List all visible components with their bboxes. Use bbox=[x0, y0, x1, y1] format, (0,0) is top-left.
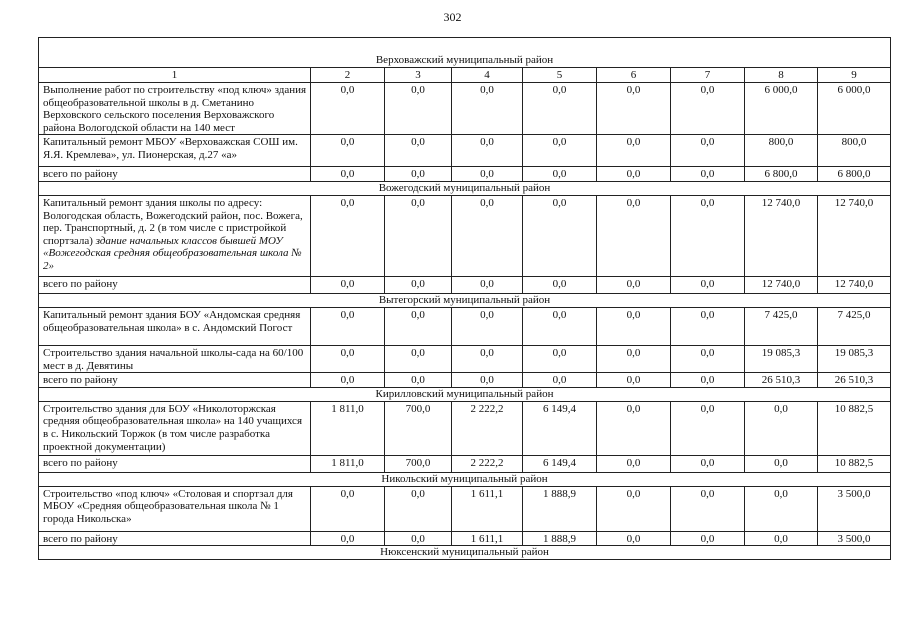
value-cell: 0,0 bbox=[523, 83, 597, 135]
value-cell: 0,0 bbox=[311, 83, 385, 135]
column-number: 7 bbox=[671, 68, 745, 83]
district-header-row bbox=[39, 546, 891, 560]
project-name-cell bbox=[39, 486, 311, 531]
table-row bbox=[39, 401, 891, 455]
total-value-cell: 1 611,1 bbox=[452, 531, 523, 546]
value-cell: 0,0 bbox=[452, 195, 523, 276]
column-number: 4 bbox=[452, 68, 523, 83]
value-cell: 0,0 bbox=[597, 345, 671, 372]
total-label: всего по району bbox=[39, 276, 311, 293]
column-number: 3 bbox=[385, 68, 452, 83]
value-cell: 0,0 bbox=[311, 135, 385, 167]
total-value-cell: 6 800,0 bbox=[818, 167, 891, 182]
total-value-cell: 0,0 bbox=[385, 373, 452, 388]
total-label: всего по району bbox=[39, 531, 311, 546]
district-name: Никольский муниципальный район bbox=[39, 472, 891, 486]
table-row bbox=[39, 195, 891, 276]
value-cell: 0,0 bbox=[671, 486, 745, 531]
district-total-row bbox=[39, 455, 891, 472]
district-header-row bbox=[39, 387, 891, 401]
value-cell: 0,0 bbox=[385, 307, 452, 345]
total-value-cell: 0,0 bbox=[597, 531, 671, 546]
total-value-cell: 0,0 bbox=[523, 373, 597, 388]
total-value-cell: 0,0 bbox=[745, 455, 818, 472]
page-number: 302 bbox=[443, 10, 462, 24]
total-value-cell: 0,0 bbox=[311, 531, 385, 546]
table-row bbox=[39, 135, 891, 167]
value-cell: 0,0 bbox=[597, 401, 671, 455]
value-cell: 0,0 bbox=[385, 486, 452, 531]
project-name: Строительство здания начальной школы-сада на 60/100 мест в д. Девятины bbox=[43, 346, 304, 372]
value-cell: 0,0 bbox=[452, 345, 523, 372]
value-cell: 0,0 bbox=[311, 486, 385, 531]
project-name: Капитальный ремонт здания школы по адресу: Вологодская область, Вожегодский район, пос. Вожега, пер. Транспортный, д. 2 (в том числе с пристройкой спортзала) bbox=[43, 196, 303, 247]
value-cell: 1 611,1 bbox=[452, 486, 523, 531]
total-value-cell: 0,0 bbox=[597, 373, 671, 388]
value-cell: 0,0 bbox=[671, 345, 745, 372]
total-value-cell: 2 222,2 bbox=[452, 455, 523, 472]
value-cell: 0,0 bbox=[671, 135, 745, 167]
value-cell: 10 882,5 bbox=[818, 401, 891, 455]
total-value-cell: 12 740,0 bbox=[745, 276, 818, 293]
value-cell: 0,0 bbox=[311, 345, 385, 372]
value-cell: 0,0 bbox=[597, 195, 671, 276]
project-name: Выполнение работ по строительству «под ключ» здания общеобразовательной школы в д. Сметанино Верховского сельского поселения Верховажского района Вологодской области на 140 мест bbox=[43, 84, 307, 134]
total-value-cell: 0,0 bbox=[385, 531, 452, 546]
project-name-cell bbox=[39, 307, 311, 345]
value-cell: 0,0 bbox=[671, 307, 745, 345]
value-cell: 0,0 bbox=[597, 83, 671, 135]
value-cell: 800,0 bbox=[745, 135, 818, 167]
value-cell: 6 000,0 bbox=[745, 83, 818, 135]
total-value-cell: 0,0 bbox=[671, 276, 745, 293]
district-name: Вожегодский муниципальный район bbox=[39, 181, 891, 195]
total-value-cell: 0,0 bbox=[597, 455, 671, 472]
value-cell: 0,0 bbox=[597, 486, 671, 531]
value-cell: 0,0 bbox=[671, 195, 745, 276]
total-value-cell: 0,0 bbox=[745, 531, 818, 546]
district-header-row bbox=[39, 472, 891, 486]
project-name: Капитальный ремонт МБОУ «Верховажская СОШ им. Я.Я. Кремлева», ул. Пионерская, д.27 «а» bbox=[43, 136, 298, 161]
table-row bbox=[39, 345, 891, 372]
value-cell: 0,0 bbox=[745, 486, 818, 531]
value-cell: 7 425,0 bbox=[745, 307, 818, 345]
value-cell: 0,0 bbox=[385, 195, 452, 276]
value-cell: 0,0 bbox=[597, 135, 671, 167]
project-name: Строительство «под ключ» «Столовая и спортзал для МБОУ «Средняя общеобразовательная школа № 1 города Никольска» bbox=[43, 487, 293, 525]
project-name-cell bbox=[39, 401, 311, 455]
value-cell: 0,0 bbox=[671, 401, 745, 455]
total-value-cell: 0,0 bbox=[452, 373, 523, 388]
district-total-row bbox=[39, 373, 891, 388]
total-value-cell: 0,0 bbox=[311, 167, 385, 182]
district-name: Кирилловский муниципальный район bbox=[39, 387, 891, 401]
district-name: Вытегорский муниципальный район bbox=[39, 293, 891, 307]
total-value-cell: 0,0 bbox=[671, 531, 745, 546]
project-name-cell bbox=[39, 345, 311, 372]
value-cell: 0,0 bbox=[671, 83, 745, 135]
value-cell: 0,0 bbox=[311, 307, 385, 345]
total-value-cell: 0,0 bbox=[671, 373, 745, 388]
total-value-cell: 0,0 bbox=[385, 276, 452, 293]
district-header-row bbox=[39, 38, 891, 68]
total-value-cell: 0,0 bbox=[385, 167, 452, 182]
total-value-cell: 0,0 bbox=[523, 167, 597, 182]
value-cell: 800,0 bbox=[818, 135, 891, 167]
total-value-cell: 0,0 bbox=[452, 167, 523, 182]
total-value-cell: 0,0 bbox=[597, 167, 671, 182]
total-value-cell: 26 510,3 bbox=[818, 373, 891, 388]
total-value-cell: 0,0 bbox=[452, 276, 523, 293]
value-cell: 0,0 bbox=[385, 135, 452, 167]
value-cell: 6 000,0 bbox=[818, 83, 891, 135]
total-value-cell: 0,0 bbox=[523, 276, 597, 293]
total-value-cell: 10 882,5 bbox=[818, 455, 891, 472]
budget-table bbox=[38, 37, 891, 560]
project-name-cell bbox=[39, 195, 311, 276]
value-cell: 0,0 bbox=[523, 307, 597, 345]
district-total-row bbox=[39, 276, 891, 293]
value-cell: 19 085,3 bbox=[745, 345, 818, 372]
total-value-cell: 3 500,0 bbox=[818, 531, 891, 546]
value-cell: 0,0 bbox=[523, 345, 597, 372]
value-cell: 2 222,2 bbox=[452, 401, 523, 455]
column-number: 1 bbox=[39, 68, 311, 83]
column-number: 8 bbox=[745, 68, 818, 83]
total-value-cell: 0,0 bbox=[671, 167, 745, 182]
column-number: 9 bbox=[818, 68, 891, 83]
project-name: Капитальный ремонт здания БОУ «Андомская средняя общеобразовательная школа» в с. Андомский Погост bbox=[43, 308, 301, 334]
total-value-cell: 0,0 bbox=[671, 455, 745, 472]
value-cell: 19 085,3 bbox=[818, 345, 891, 372]
column-number: 2 bbox=[311, 68, 385, 83]
district-header-row bbox=[39, 293, 891, 307]
value-cell: 0,0 bbox=[385, 345, 452, 372]
total-value-cell: 0,0 bbox=[597, 276, 671, 293]
total-value-cell: 1 811,0 bbox=[311, 455, 385, 472]
total-value-cell: 0,0 bbox=[311, 373, 385, 388]
table-row bbox=[39, 83, 891, 135]
total-label: всего по району bbox=[39, 455, 311, 472]
district-total-row bbox=[39, 531, 891, 546]
value-cell: 1 811,0 bbox=[311, 401, 385, 455]
project-name-cell bbox=[39, 83, 311, 135]
value-cell: 0,0 bbox=[523, 135, 597, 167]
column-number: 5 bbox=[523, 68, 597, 83]
district-name: Нюксенский муниципальный район bbox=[39, 546, 891, 560]
total-value-cell: 0,0 bbox=[311, 276, 385, 293]
table-row bbox=[39, 307, 891, 345]
total-value-cell: 1 888,9 bbox=[523, 531, 597, 546]
total-value-cell: 26 510,3 bbox=[745, 373, 818, 388]
total-value-cell: 6 800,0 bbox=[745, 167, 818, 182]
column-number: 6 bbox=[597, 68, 671, 83]
value-cell: 0,0 bbox=[452, 307, 523, 345]
value-cell: 3 500,0 bbox=[818, 486, 891, 531]
value-cell: 6 149,4 bbox=[523, 401, 597, 455]
district-header-row bbox=[39, 181, 891, 195]
value-cell: 1 888,9 bbox=[523, 486, 597, 531]
value-cell: 12 740,0 bbox=[818, 195, 891, 276]
district-total-row bbox=[39, 167, 891, 182]
district-name: Верховажский муниципальный район bbox=[39, 38, 891, 68]
project-name-cell bbox=[39, 135, 311, 167]
value-cell: 7 425,0 bbox=[818, 307, 891, 345]
total-value-cell: 6 149,4 bbox=[523, 455, 597, 472]
value-cell: 0,0 bbox=[597, 307, 671, 345]
value-cell: 0,0 bbox=[523, 195, 597, 276]
value-cell: 0,0 bbox=[452, 135, 523, 167]
project-name-note: здание начальных классов бывшей МОУ «Вожегодская средняя общеобразовательная школа № 2» bbox=[43, 234, 302, 272]
total-value-cell: 700,0 bbox=[385, 455, 452, 472]
total-label: всего по району bbox=[39, 373, 311, 388]
value-cell: 0,0 bbox=[452, 83, 523, 135]
value-cell: 12 740,0 bbox=[745, 195, 818, 276]
value-cell: 700,0 bbox=[385, 401, 452, 455]
value-cell: 0,0 bbox=[385, 83, 452, 135]
value-cell: 0,0 bbox=[311, 195, 385, 276]
column-number-row bbox=[39, 68, 891, 83]
table-row bbox=[39, 486, 891, 531]
project-name: Строительство здания для БОУ «Николоторжская средняя общеобразовательная школа» на 140 учащихся в с. Никольский Торжок (в том числе разработка проектной документации) bbox=[43, 402, 302, 453]
total-label: всего по району bbox=[39, 167, 311, 182]
value-cell: 0,0 bbox=[745, 401, 818, 455]
total-value-cell: 12 740,0 bbox=[818, 276, 891, 293]
